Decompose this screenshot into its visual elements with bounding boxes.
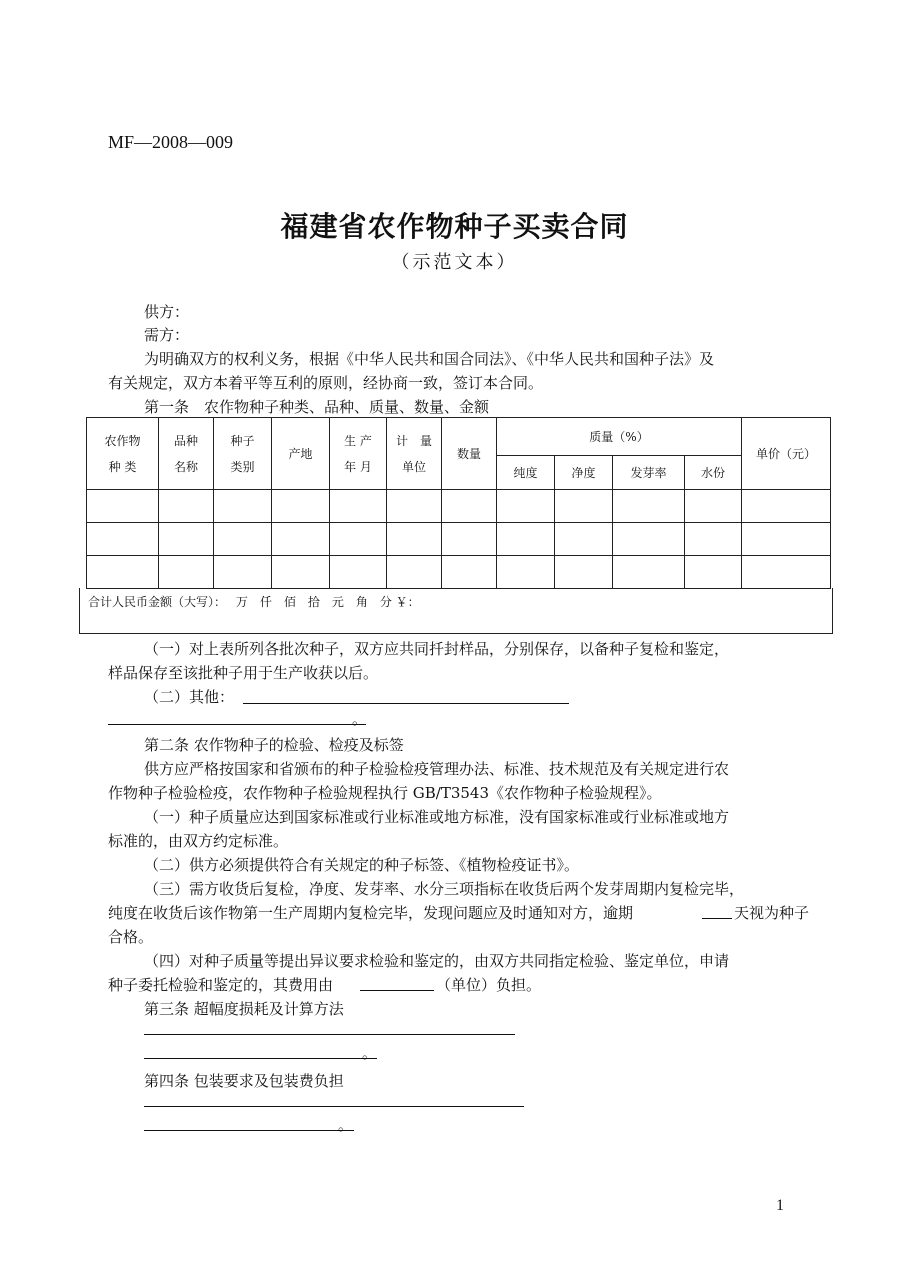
table-cell[interactable] bbox=[159, 523, 214, 556]
article-2-clause-1-line-1: （一）种子质量应达到国家标准或行业标准或地方标准，没有国家标准或行业标准或地方 bbox=[144, 808, 730, 826]
header-quantity: 数量 bbox=[442, 418, 497, 490]
article-2-clause-3-line-2b: 天视为种子 bbox=[734, 904, 810, 922]
total-amount-label: 合计人民币金额（大写）： 万 仟 佰 拾 元 角 分 ￥： bbox=[88, 595, 420, 609]
table-cell[interactable] bbox=[214, 556, 272, 589]
header-unit: 计 量 单位 bbox=[387, 418, 442, 490]
article-1-clause-1-line-2: 样品保存至该批种子用于生产收获以后。 bbox=[108, 664, 379, 682]
article-2-clause-4-line-2b: （单位）负担。 bbox=[436, 976, 542, 994]
overdue-days-blank[interactable] bbox=[702, 918, 732, 919]
table-cell[interactable] bbox=[442, 556, 497, 589]
table-cell[interactable] bbox=[555, 490, 613, 523]
article-2-clause-4-line-1: （四）对种子质量等提出异议要求检验和鉴定的，由双方共同指定检验、鉴定单位，申请 bbox=[144, 952, 730, 970]
table-cell[interactable] bbox=[442, 490, 497, 523]
table-cell[interactable] bbox=[387, 556, 442, 589]
document-code: MF—2008—009 bbox=[108, 132, 234, 152]
table-cell[interactable] bbox=[214, 490, 272, 523]
table-cell[interactable] bbox=[613, 490, 685, 523]
table-cell[interactable] bbox=[159, 490, 214, 523]
table-cell[interactable] bbox=[159, 556, 214, 589]
table-cell[interactable] bbox=[387, 490, 442, 523]
table-cell[interactable] bbox=[330, 556, 387, 589]
other-terms-blank-2[interactable] bbox=[108, 724, 366, 725]
header-cleanliness: 净度 bbox=[555, 456, 613, 490]
header-crop-type: 农作物 种 类 bbox=[87, 418, 159, 490]
table-cell[interactable] bbox=[742, 556, 831, 589]
table-cell[interactable] bbox=[387, 523, 442, 556]
article-2-clause-4-line-2a: 种子委托检验和鉴定的，其费用由 bbox=[108, 976, 334, 994]
table-cell[interactable] bbox=[742, 490, 831, 523]
header-germination: 发芽率 bbox=[613, 456, 685, 490]
document-subtitle: （示范文本） bbox=[391, 252, 518, 273]
article-3-blank-1[interactable] bbox=[144, 1034, 515, 1035]
table-cell[interactable] bbox=[330, 490, 387, 523]
supplier-label: 供方： bbox=[144, 303, 190, 321]
table-cell[interactable] bbox=[685, 490, 742, 523]
table-cell[interactable] bbox=[685, 523, 742, 556]
article-3-blank-2[interactable] bbox=[144, 1058, 377, 1059]
table-cell[interactable] bbox=[555, 523, 613, 556]
table-cell[interactable] bbox=[272, 556, 330, 589]
table-cell[interactable] bbox=[613, 556, 685, 589]
header-seed-category: 种子 类别 bbox=[214, 418, 272, 490]
total-amount-row[interactable] bbox=[79, 588, 833, 634]
period-mark: 。 bbox=[352, 710, 368, 728]
article-2-clause-2: （二）供方必须提供符合有关规定的种子标签、《植物检疫证书》。 bbox=[144, 856, 580, 874]
intro-line-1: 为明确双方的权利义务，根据《中华人民共和国合同法》、《中华人民共和国种子法》及 bbox=[144, 350, 715, 368]
article-2-clause-3-line-2a: 纯度在收货后该作物第一生产周期内复检完毕，发现问题应及时通知对方，逾期 bbox=[108, 904, 634, 922]
table-cell[interactable] bbox=[497, 556, 555, 589]
table-cell[interactable] bbox=[685, 556, 742, 589]
header-quality: 质量（%） bbox=[497, 418, 742, 456]
article-4-blank-2[interactable] bbox=[144, 1130, 354, 1131]
header-purity: 纯度 bbox=[497, 456, 555, 490]
article-2-intro-line-2: 作物种子检验检疫，农作物种子检验规程执行 GB/T3543《农作物种子检验规程》。 bbox=[108, 784, 662, 802]
article-2-clause-3-line-3: 合格。 bbox=[108, 928, 154, 946]
table-row bbox=[87, 556, 831, 589]
table-cell[interactable] bbox=[214, 523, 272, 556]
article-1-heading: 第一条 农作物种子种类、品种、质量、数量、金额 bbox=[144, 398, 490, 416]
table-cell[interactable] bbox=[87, 490, 159, 523]
table-row bbox=[87, 523, 831, 556]
seed-table bbox=[86, 417, 831, 589]
table-cell[interactable] bbox=[87, 523, 159, 556]
other-terms-blank[interactable] bbox=[243, 703, 569, 704]
table-cell[interactable] bbox=[742, 523, 831, 556]
document-title: 福建省农作物种子买卖合同 bbox=[280, 210, 629, 243]
article-3-heading: 第三条 超幅度损耗及计算方法 bbox=[144, 1000, 344, 1018]
table-cell[interactable] bbox=[272, 523, 330, 556]
table-cell[interactable] bbox=[497, 523, 555, 556]
intro-line-2: 有关规定，双方本着平等互利的原则，经协商一致，签订本合同。 bbox=[108, 374, 544, 392]
period-mark: 。 bbox=[362, 1044, 378, 1062]
article-1-clause-1-line-1: （一）对上表所列各批次种子，双方应共同扦封样品，分别保存，以备种子复检和鉴定， bbox=[144, 640, 730, 658]
table-cell[interactable] bbox=[330, 523, 387, 556]
header-variety-name: 品种 名称 bbox=[159, 418, 214, 490]
article-4-blank-1[interactable] bbox=[144, 1106, 524, 1107]
table-cell[interactable] bbox=[497, 490, 555, 523]
period-mark: 。 bbox=[338, 1116, 354, 1134]
table-cell[interactable] bbox=[272, 490, 330, 523]
table-cell[interactable] bbox=[442, 523, 497, 556]
page-number: 1 bbox=[776, 1197, 784, 1214]
header-unit-price: 单价（元） bbox=[742, 418, 831, 490]
article-2-heading: 第二条 农作物种子的检验、检疫及标签 bbox=[144, 736, 404, 754]
header-origin: 产地 bbox=[272, 418, 330, 490]
table-cell[interactable] bbox=[555, 556, 613, 589]
article-2-clause-1-line-2: 标准的，由双方约定标准。 bbox=[108, 832, 289, 850]
table-cell[interactable] bbox=[613, 523, 685, 556]
buyer-label: 需方： bbox=[144, 326, 190, 344]
fee-bearer-blank[interactable] bbox=[360, 990, 434, 991]
article-2-clause-3-line-1: （三）需方收货后复检，净度、发芽率、水分三项指标在收货后两个发芽周期内复检完毕， bbox=[144, 880, 745, 898]
table-row bbox=[87, 490, 831, 523]
article-4-heading: 第四条 包装要求及包装费负担 bbox=[144, 1072, 344, 1090]
table-cell[interactable] bbox=[87, 556, 159, 589]
header-moisture: 水份 bbox=[685, 456, 742, 490]
article-1-clause-2: （二）其他： bbox=[144, 688, 235, 706]
article-2-intro-line-1: 供方应严格按国家和省颁布的种子检验检疫管理办法、标准、技术规范及有关规定进行农 bbox=[144, 760, 730, 778]
header-production-date: 生 产 年 月 bbox=[330, 418, 387, 490]
